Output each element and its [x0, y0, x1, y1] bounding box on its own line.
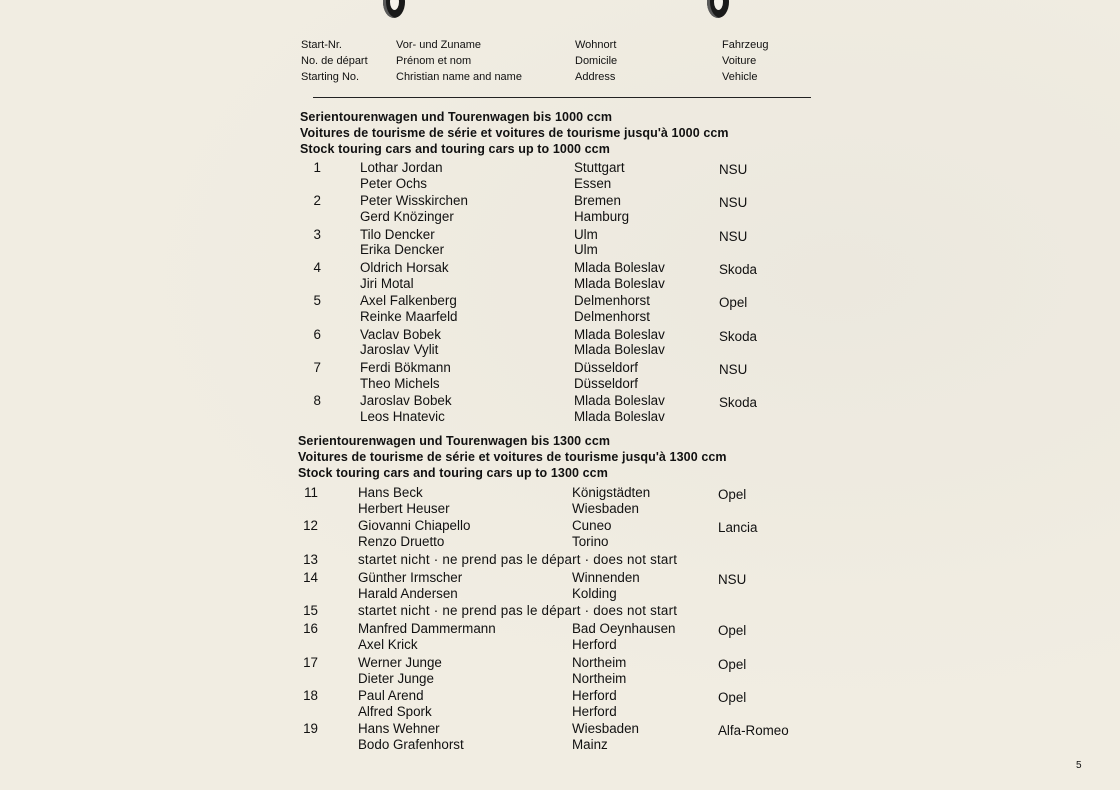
header-name-en: Christian name and name — [396, 71, 522, 83]
section-title-line: Stock touring cars and touring cars up to 1000 ccm — [300, 142, 610, 156]
section-title-line: Voitures de tourisme de série et voitures de tourisme jusqu'à 1000 ccm — [300, 126, 729, 140]
section-title-line: Serientourenwagen und Tourenwagen bis 1300 ccm — [298, 434, 611, 448]
codriver-town: Torino — [572, 533, 609, 549]
driver-town: Ulm — [574, 226, 598, 242]
vehicle-make: Skoda — [719, 262, 757, 278]
start-number: 6 — [313, 326, 321, 342]
codriver-town: Mlada Boleslav — [574, 275, 665, 291]
header-home-en: Address — [575, 71, 616, 83]
codriver-town: Kolding — [572, 585, 617, 601]
start-number: 7 — [313, 360, 321, 376]
codriver-name: Jiri Motal — [360, 275, 414, 291]
codriver-name: Jaroslav Vylit — [360, 342, 439, 358]
driver-name: Paul Arend — [358, 688, 424, 703]
codriver-town: Herford — [572, 703, 617, 719]
start-number: 8 — [313, 393, 321, 409]
codriver-town: Hamburg — [574, 208, 630, 224]
start-number: 11 — [304, 485, 318, 500]
header-vehicle — [722, 37, 768, 85]
codriver-name: Gerd Knözinger — [360, 208, 454, 224]
vehicle-make: NSU — [718, 572, 747, 587]
section-title-line: Voitures de tourisme de série et voitures de tourisme jusqu'à 1300 ccm — [298, 450, 727, 464]
driver-name: Hans Wehner — [358, 721, 440, 736]
codriver-name: Harald Andersen — [358, 585, 458, 601]
codriver-name: Theo Michels — [360, 375, 440, 391]
start-number: 5 — [313, 293, 321, 309]
vehicle-make: Opel — [718, 487, 747, 502]
codriver-town: Herford — [572, 636, 617, 652]
start-number: 13 — [303, 552, 318, 567]
start-number: 12 — [303, 518, 318, 533]
codriver-town: Northeim — [572, 670, 627, 686]
header-start-nr — [301, 37, 368, 85]
driver-town: Winnenden — [572, 570, 640, 585]
show-through — [150, 55, 156, 83]
start-number: 16 — [303, 621, 318, 636]
driver-name: Hans Beck — [358, 485, 423, 500]
driver-name: Tilo Dencker — [360, 226, 435, 242]
driver-town: Mlada Boleslav — [574, 326, 665, 342]
codriver-town: Essen — [574, 175, 612, 191]
header-start-nr-fr: No. de départ — [301, 55, 368, 67]
driver-town: Wiesbaden — [572, 721, 639, 736]
header-divider — [313, 97, 811, 98]
section-title-1000ccm — [300, 109, 729, 157]
binding-hole-left — [383, 0, 405, 18]
vehicle-make: Opel — [718, 690, 747, 705]
driver-town: Northeim — [572, 655, 627, 670]
driver-town: Cuneo — [572, 518, 612, 533]
vehicle-make: NSU — [719, 162, 748, 177]
start-number: 2 — [313, 193, 321, 209]
vehicle-make: NSU — [719, 362, 748, 378]
codriver-name: Leos Hnatevic — [360, 408, 445, 424]
header-start-nr-en: Starting No. — [301, 71, 360, 83]
does-not-start-note: startet nicht · ne prend pas le départ · does not start — [358, 552, 678, 567]
driver-name: Günther Irmscher — [358, 570, 463, 585]
driver-name: Ferdi Bökmann — [360, 360, 451, 376]
driver-town: Delmenhorst — [574, 293, 650, 309]
header-name-fr: Prénom et nom — [396, 55, 472, 67]
driver-name: Axel Falkenberg — [360, 293, 457, 309]
driver-town: Stuttgart — [574, 160, 625, 175]
section-title-1300ccm — [298, 433, 727, 481]
header-start-nr-de: Start-Nr. — [301, 39, 342, 51]
driver-name: Jaroslav Bobek — [360, 393, 452, 409]
header-name — [396, 37, 522, 85]
codriver-name: Erika Dencker — [360, 242, 445, 258]
start-number: 14 — [303, 570, 318, 585]
start-number: 18 — [303, 688, 318, 703]
driver-town: Bad Oeynhausen — [572, 621, 676, 636]
driver-town: Königstädten — [572, 485, 651, 500]
header-name-de: Vor- und Zuname — [396, 39, 481, 51]
codriver-name: Reinke Maarfeld — [360, 308, 458, 324]
vehicle-make: Alfa-Romeo — [718, 723, 789, 738]
driver-name: Oldrich Horsak — [360, 260, 449, 276]
header-home — [575, 37, 617, 85]
driver-name: Manfred Dammermann — [358, 621, 496, 636]
driver-name: Peter Wisskirchen — [360, 193, 468, 209]
driver-name: Lothar Jordan — [360, 160, 443, 175]
vehicle-make: Opel — [718, 657, 747, 672]
does-not-start-note: startet nicht · ne prend pas le départ · does not start — [358, 603, 678, 618]
driver-name: Giovanni Chiapello — [358, 518, 471, 533]
start-number: 1 — [313, 160, 321, 175]
driver-name: Vaclav Bobek — [360, 326, 441, 342]
vehicle-make: Skoda — [719, 395, 757, 411]
codriver-town: Ulm — [574, 242, 598, 258]
codriver-name: Herbert Heuser — [358, 500, 450, 516]
driver-name: Werner Junge — [358, 655, 442, 670]
driver-town: Herford — [572, 688, 617, 703]
driver-town: Bremen — [574, 193, 621, 209]
header-vehicle-fr: Voiture — [722, 55, 757, 67]
start-number: 19 — [303, 721, 318, 736]
section-title-line: Stock touring cars and touring cars up to 1300 ccm — [298, 466, 608, 480]
codriver-name: Peter Ochs — [360, 175, 427, 191]
vehicle-make: NSU — [719, 195, 748, 211]
vehicle-make: Opel — [719, 295, 748, 311]
binding-hole-right — [707, 0, 729, 18]
driver-town: Mlada Boleslav — [574, 393, 665, 409]
codriver-town: Mlada Boleslav — [574, 408, 665, 424]
driver-town: Düsseldorf — [574, 360, 639, 376]
start-number: 4 — [313, 260, 321, 276]
start-number: 15 — [303, 603, 318, 618]
start-number: 17 — [303, 655, 318, 670]
codriver-town: Delmenhorst — [574, 308, 650, 324]
driver-town: Mlada Boleslav — [574, 260, 665, 276]
header-vehicle-de: Fahrzeug — [722, 39, 769, 51]
start-number: 3 — [313, 226, 321, 242]
vehicle-make: NSU — [719, 228, 748, 244]
header-home-fr: Domicile — [575, 55, 618, 67]
vehicle-make: Skoda — [719, 328, 757, 344]
codriver-name: Dieter Junge — [358, 670, 434, 686]
page-number: 5 — [1076, 760, 1082, 771]
codriver-name: Renzo Druetto — [358, 533, 445, 549]
section-title-line: Serientourenwagen und Tourenwagen bis 1000 ccm — [300, 110, 613, 124]
codriver-name: Axel Krick — [358, 636, 418, 652]
codriver-name: Bodo Grafenhorst — [358, 736, 464, 752]
codriver-town: Wiesbaden — [572, 500, 639, 516]
codriver-town: Mainz — [572, 736, 608, 752]
codriver-name: Alfred Spork — [358, 703, 432, 719]
vehicle-make: Lancia — [718, 520, 758, 535]
vehicle-make: Opel — [718, 623, 747, 638]
header-vehicle-en: Vehicle — [722, 71, 758, 83]
codriver-town: Düsseldorf — [574, 375, 639, 391]
codriver-town: Mlada Boleslav — [574, 342, 665, 358]
header-home-de: Wohnort — [575, 39, 617, 51]
